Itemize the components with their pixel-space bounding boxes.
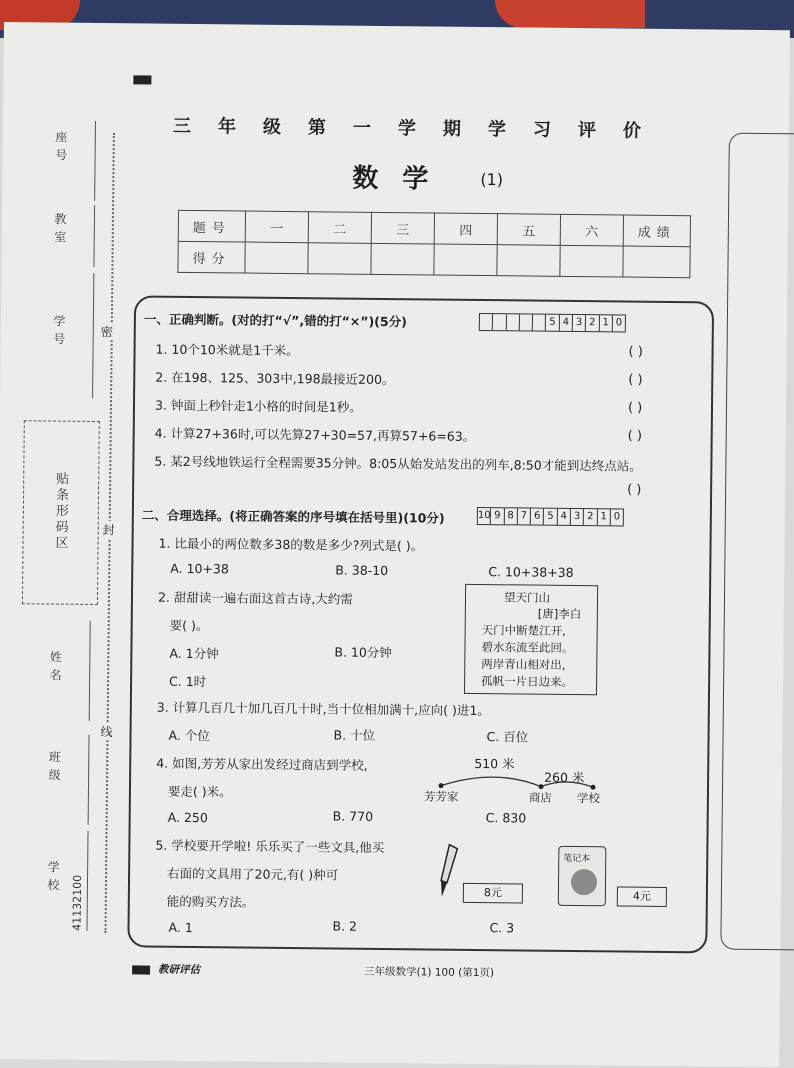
score-box[interactable]: 2 bbox=[586, 315, 599, 331]
section1-question-2: 2. 在198、125、303中,198最接近200。 bbox=[155, 369, 395, 388]
home-point bbox=[439, 783, 444, 788]
exam-title: 三年级第一学期学习评价 bbox=[172, 115, 669, 142]
score-table-score-row bbox=[178, 241, 690, 277]
option-b[interactable]: B. 38-10 bbox=[335, 562, 389, 579]
seat-line bbox=[94, 121, 96, 201]
score-box[interactable]: 5 bbox=[546, 315, 559, 331]
fountain-pen-icon bbox=[435, 843, 462, 905]
score-cell: 三 bbox=[371, 212, 434, 244]
score-input-cell[interactable] bbox=[308, 243, 371, 275]
exam-code: 41132100 bbox=[70, 874, 85, 931]
option-b[interactable]: B. 2 bbox=[332, 918, 358, 934]
distance-label-1: 510 米 bbox=[474, 755, 515, 772]
score-cell: 得分 bbox=[178, 241, 245, 273]
name-label: 姓名 bbox=[48, 650, 63, 687]
notebook-label: 笔记本 bbox=[563, 853, 591, 865]
seat-label: 座号 bbox=[53, 130, 68, 167]
section2-question-2-cont: 要( )。 bbox=[169, 617, 209, 634]
seal-xian: 线 bbox=[100, 725, 113, 740]
score-cell: 二 bbox=[308, 212, 371, 244]
route-arc-home-shop bbox=[441, 777, 541, 787]
option-c[interactable]: C. 10+38+38 bbox=[488, 564, 574, 580]
answer-paren[interactable]: ( ) bbox=[628, 344, 643, 360]
score-box[interactable]: 2 bbox=[584, 509, 597, 525]
seal-mi: 密 bbox=[100, 325, 113, 340]
option-b[interactable]: B. 十位 bbox=[333, 727, 376, 743]
poem-box bbox=[464, 584, 598, 695]
score-input-cell[interactable] bbox=[371, 243, 434, 275]
score-box[interactable]: 9 bbox=[491, 508, 504, 524]
option-c[interactable]: C. 百位 bbox=[486, 729, 529, 745]
score-cell: 四 bbox=[434, 213, 497, 245]
barcode-sticker-area bbox=[22, 420, 100, 605]
score-box[interactable]: 0 bbox=[615, 317, 623, 329]
score-input-cell[interactable] bbox=[623, 246, 690, 278]
section2-question-5-cont2: 能的购买方法。 bbox=[166, 893, 255, 910]
option-a[interactable]: A. 1分钟 bbox=[169, 645, 219, 662]
poem-line: 天门中断楚江开, bbox=[481, 623, 566, 638]
score-box[interactable] bbox=[533, 315, 546, 331]
score-box[interactable]: 7 bbox=[518, 508, 531, 524]
option-a[interactable]: A. 1 bbox=[168, 919, 193, 936]
score-box[interactable]: 1 bbox=[599, 315, 612, 331]
section2-score-boxes bbox=[477, 507, 624, 527]
option-a[interactable]: A. 个位 bbox=[168, 727, 210, 744]
distance-label-2: 260 米 bbox=[544, 769, 585, 786]
score-box[interactable] bbox=[480, 314, 493, 330]
next-page-frame bbox=[720, 133, 794, 951]
option-c[interactable]: C. 1时 bbox=[169, 673, 207, 690]
place-home: 芳芳家 bbox=[423, 789, 459, 804]
sticker-label: 贴条形码区 bbox=[52, 471, 69, 552]
corner-marker bbox=[133, 75, 151, 84]
section1-question-3: 3. 钟面上秒针走1小格的时间是1秒。 bbox=[154, 397, 362, 415]
score-box[interactable]: 5 bbox=[544, 509, 557, 525]
section2-question-5: 5. 学校要开学啦! 乐乐买了一些文具,他买 bbox=[155, 837, 385, 856]
student-no-label: 学号 bbox=[51, 314, 66, 351]
poem-line: 两岸青山相对出, bbox=[481, 657, 566, 672]
answer-paren[interactable]: ( ) bbox=[627, 400, 643, 416]
score-box[interactable]: 0 bbox=[613, 511, 621, 523]
school-point bbox=[590, 785, 595, 790]
score-input-cell[interactable] bbox=[560, 245, 623, 277]
section1-question-5: 5. 某2号线地铁运行全程需要35分钟。8:05从始发站发出的列车,8:50才能到达终点站。 bbox=[154, 453, 642, 474]
section2-question-5-cont: 右面的文具用了20元,有( )种可 bbox=[167, 865, 339, 883]
shop-point bbox=[538, 784, 543, 789]
poem-title: 望天门山 bbox=[503, 590, 551, 605]
score-input-cell[interactable] bbox=[497, 245, 560, 277]
school-line bbox=[86, 831, 88, 931]
option-c[interactable]: C. 3 bbox=[489, 920, 515, 936]
exam-sheet bbox=[0, 22, 790, 1067]
score-box[interactable]: 3 bbox=[573, 315, 586, 331]
option-b[interactable]: B. 770 bbox=[332, 808, 374, 824]
score-box[interactable]: 1 bbox=[597, 509, 610, 525]
section1-score-boxes bbox=[479, 313, 626, 333]
option-c[interactable]: C. 830 bbox=[485, 810, 527, 826]
score-cell: 题号 bbox=[178, 210, 245, 242]
school-label: 学校 bbox=[45, 860, 61, 897]
score-cell: 五 bbox=[497, 214, 560, 246]
background-red-patch bbox=[495, 0, 645, 28]
answer-paren[interactable]: ( ) bbox=[627, 428, 643, 444]
score-box[interactable] bbox=[520, 314, 533, 330]
footer-page-info: 三年级数学(1) 100 (第1页) bbox=[364, 965, 495, 980]
answer-paren[interactable]: ( ) bbox=[628, 372, 643, 388]
questions-frame bbox=[127, 295, 714, 953]
notebook-price-tag: 4元 bbox=[617, 886, 667, 907]
footer-publisher: 教研评估 bbox=[158, 963, 201, 977]
score-box[interactable]: 4 bbox=[560, 315, 573, 331]
section1-question-1: 1. 10个10米就是1千米。 bbox=[155, 341, 299, 359]
score-box[interactable]: 10 bbox=[478, 508, 491, 524]
name-line bbox=[89, 621, 91, 721]
score-cell: 成绩 bbox=[623, 215, 690, 247]
subject-title: 数学 bbox=[352, 163, 453, 195]
poem-author: [唐]李白 bbox=[537, 606, 582, 622]
seal-feng: 封 bbox=[102, 523, 115, 538]
section2-question-4: 4. 如图,芳芳从家出发经过商店到学校, bbox=[156, 755, 368, 773]
score-box[interactable]: 8 bbox=[504, 508, 517, 524]
score-box[interactable]: 4 bbox=[558, 509, 571, 525]
poem-line: 碧水东流至此回。 bbox=[481, 640, 574, 655]
corner-marker bbox=[132, 965, 150, 974]
pen-price-tag: 8元 bbox=[463, 883, 523, 904]
score-table bbox=[177, 210, 691, 278]
class-label: 班级 bbox=[46, 750, 62, 787]
score-box[interactable]: 3 bbox=[571, 509, 584, 525]
student-no-line bbox=[92, 273, 94, 398]
subject-number: (1) bbox=[480, 169, 504, 190]
score-cell: 六 bbox=[560, 214, 623, 246]
answer-paren[interactable]: ( ) bbox=[627, 482, 642, 498]
score-box[interactable]: 6 bbox=[531, 509, 544, 525]
section2-question-2: 2. 甜甜读一遍右面这首古诗,大约需 bbox=[157, 589, 353, 607]
section1-title: 一、正确判断。(对的打“√”,错的打“×”)(5分) bbox=[143, 311, 407, 330]
place-shop: 商店 bbox=[528, 790, 552, 805]
section2-question-1: 1. 比最小的两位数多38的数是多少?列式是( )。 bbox=[158, 535, 424, 554]
score-cell: 一 bbox=[245, 211, 308, 243]
score-box[interactable] bbox=[506, 314, 519, 330]
score-box[interactable] bbox=[493, 314, 506, 330]
section2-question-4-cont: 要走( )米。 bbox=[167, 783, 232, 800]
class-line bbox=[88, 735, 90, 825]
room-label: 教室 bbox=[52, 212, 68, 249]
option-a[interactable]: A. 10+38 bbox=[170, 560, 229, 577]
room-line bbox=[93, 205, 95, 267]
notebook-cover-art bbox=[571, 869, 597, 895]
section2-question-3: 3. 计算几百几十加几百几十时,当十位相加满十,应向( )进1。 bbox=[156, 699, 490, 719]
notebook-icon bbox=[558, 846, 607, 906]
option-b[interactable]: B. 10分钟 bbox=[334, 644, 392, 661]
section1-question-4: 4. 计算27+36时,可以先算27+30=57,再算57+6=63。 bbox=[154, 425, 476, 444]
poem-line: 孤帆一片日边来。 bbox=[481, 674, 574, 689]
section2-title: 二、合理选择。(将正确答案的序号填在括号里)(10分) bbox=[141, 507, 445, 526]
score-input-cell[interactable] bbox=[245, 242, 308, 274]
place-school: 学校 bbox=[576, 791, 600, 806]
score-input-cell[interactable] bbox=[434, 244, 497, 276]
option-a[interactable]: A. 250 bbox=[167, 809, 208, 826]
